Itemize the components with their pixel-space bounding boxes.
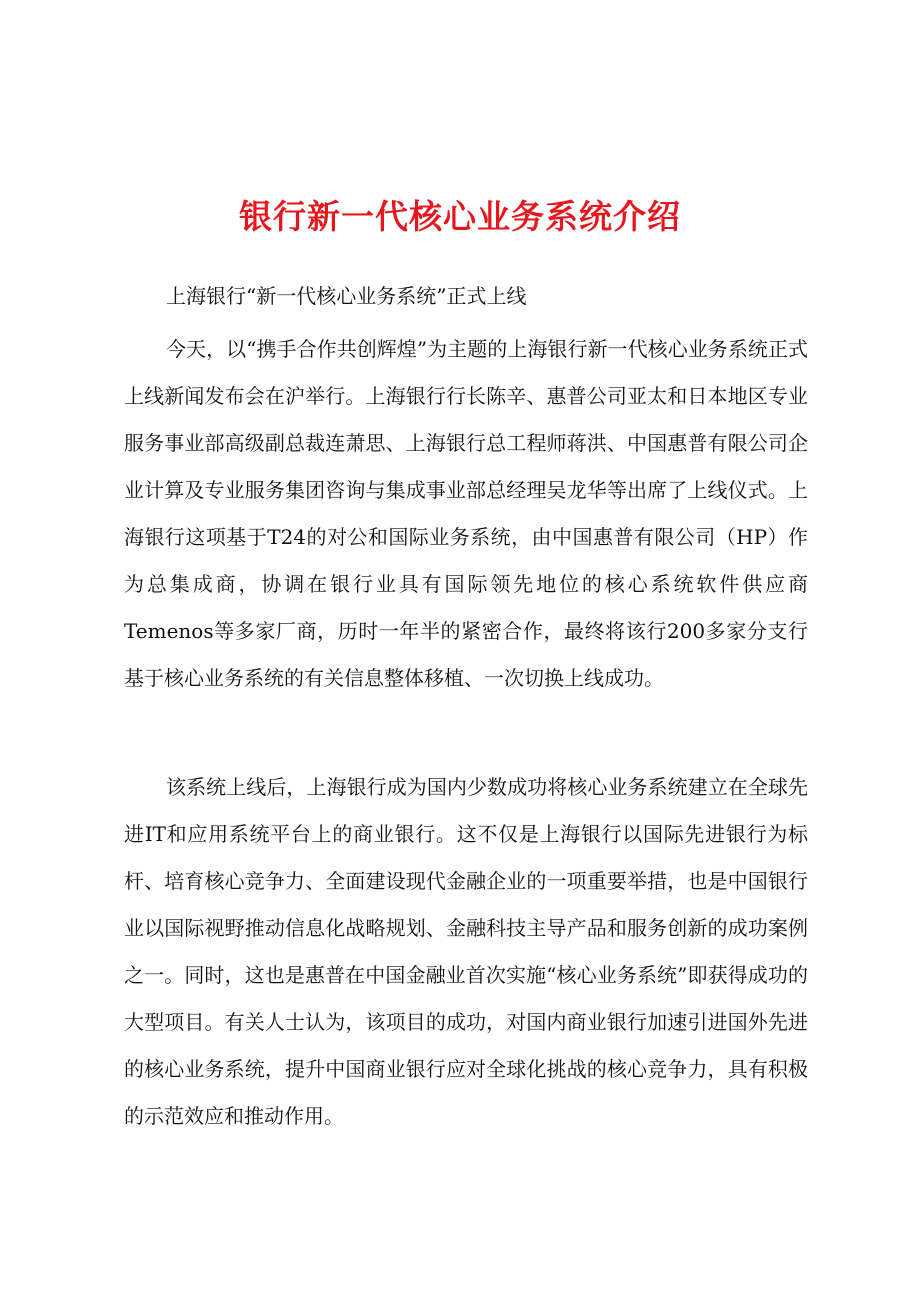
paragraph-1: 今天，以“携手合作共创辉煌”为主题的上海银行新一代核心业务系统正式上线新闻发布会在沪举行。上海银行行长陈辛、惠普公司亚太和日本地区专业服务事业部高级副总裁连萧思、上海银行总工程师蒋洪、中国惠普有限公司企业计算及专业服务集团咨询与集成事业部总经理吴龙华等出席了上线仪式。上海银行这项基于T24的对公和国际业务系统，由中国惠普有限公司（HP）作为总集成商，协调在银行业具有国际领先地位的核心系统软件供应商Temenos等多家厂商，历时一年半的紧密合作，最终将该行200多家分支行基于核心业务系统的有关信息整体移植、一次切换上线成功。 [124, 337, 808, 690]
document-title: 银行新一代核心业务系统介绍 [239, 197, 681, 236]
news-headline: 上海银行“新一代核心业务系统”正式上线 [166, 284, 527, 308]
paragraph-2: 该系统上线后，上海银行成为国内少数成功将核心业务系统建立在全球先进IT和应用系统平台上的商业银行。这不仅是上海银行以国际先进银行为标杆、培育核心竞争力、全面建设现代金融企业的一项重要举措，也是中国银行业以国际视野推动信息化战略规划、金融科技主导产品和服务创新的成功案例之一。同时，这也是惠普在中国金融业首次实施“核心业务系统”即获得成功的大型项目。有关人士认为，该项目的成功，对国内商业银行加速引进国外先进的核心业务系统，提升中国商业银行应对全球化挑战的核心竞争力，具有积极的示范效应和推动作用。 [124, 775, 808, 1128]
